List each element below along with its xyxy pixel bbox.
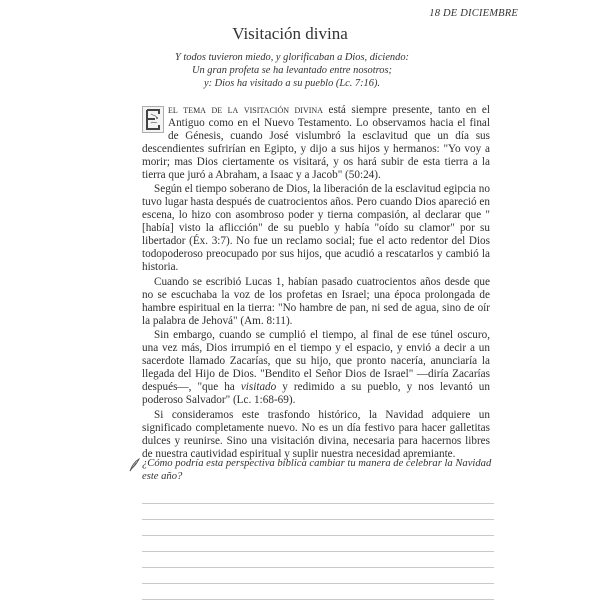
epigraph: [0, 51, 584, 91]
paragraph: Si consideramos este trasfondo histórico, la Navidad adquiere un significado completamente nuevo. No es un día festivo para hacer galletitas dulces y reunirse. Sino una visitación divina, necesaria para hacernos libres de nuestra cautividad espiritual y suplir nuestra necesidad apremiante.: [142, 408, 490, 460]
paragraph: Cuando se escribió Lucas 1, habían pasado cuatrocientos años desde que no se escuchaba la voz de los profetas en Israel; una época prolongada de hambre espiritual en la tierra: "No hambre de pan, ni sed de agua, sino de oír la palabra de Jehová" (Am. 8:11).: [142, 275, 490, 327]
page-title: Visitación divina: [232, 24, 348, 43]
epigraph-line: Un gran profeta se ha levantado entre nosotros;: [192, 65, 392, 77]
article-body: [142, 104, 490, 462]
paragraph-text: y redimido a su pueblo, y nos levantó un poderoso Salvador" (Lc. 1:68-69).: [142, 381, 490, 406]
lead-in-text: el tema de la visitación divina: [168, 104, 323, 116]
quill-leaf-icon: [128, 458, 140, 472]
writing-line[interactable]: [142, 488, 494, 504]
paragraph: Según el tiempo soberano de Dios, la liberación de la esclavitud egipcia no tuvo lugar hasta después de cuatrocientos años. Pero cuando Dios apareció en escena, lo hizo con asombroso poder y tierna compasión, al declarar que "[había] visto la aflicción" de su pueblo y había "oído su clamor" por su libertador (Éx. 3:7). No fue un reclamo social; fue el acto redentor del Dios todopoderoso preocupado por sus hijos, que acudió a rescatarlos y cambió la historia.: [142, 183, 490, 273]
paragraph: [142, 329, 490, 406]
paragraph-text: está siempre presente, tanto en el Antiguo como en el Nuevo Testamento. Lo observamos hacia el final de Génesis, cuando José vislumbró la esclavitud que un día sus descendientes sufrirían en Egipto, y dijo a sus hijos y hermanos: "Yo voy a morir; mas Dios ciertamente os visitará, y os hará subir de esta tierra a la tierra que juró a Abraham, a Isaac y a Jacob" (50:24).: [142, 104, 490, 181]
writing-line[interactable]: [142, 568, 494, 584]
question-text: ¿Cómo podría esta perspectiva bíblica cambiar tu manera de celebrar la Navidad este año?: [142, 458, 492, 482]
paragraph-text: Sin embargo, cuando se cumplió el tiempo, al final de ese túnel oscuro, una vez más, Dios irrumpió en el tiempo y el espacio, y envió a decir a un sacerdote llamado Zacarías, que su hijo, que pronto nacería, anunciaría la llegada del Hijo de Dios. "Bendito el Señor Dios de Israel" —diría Zacarías después—, "que ha: [142, 329, 490, 394]
ornamental-drop-cap-e-icon: [142, 106, 164, 133]
reflection-question: [142, 458, 492, 483]
writing-line[interactable]: [142, 552, 494, 568]
writing-line[interactable]: [142, 584, 494, 600]
epigraph-line: y: Dios ha visitado a su pueblo (Lc. 7:16).: [203, 78, 381, 90]
page-date: 18 DE DICIEMBRE: [429, 8, 518, 19]
writing-line[interactable]: [142, 504, 494, 520]
emphasized-word: visitado: [240, 381, 277, 394]
paragraph: [142, 104, 490, 181]
writing-lines[interactable]: [142, 488, 494, 600]
writing-line[interactable]: [142, 520, 494, 536]
writing-line[interactable]: [142, 536, 494, 552]
epigraph-line: Y todos tuvieron miedo, y glorificaban a Dios, diciendo:: [175, 52, 409, 63]
